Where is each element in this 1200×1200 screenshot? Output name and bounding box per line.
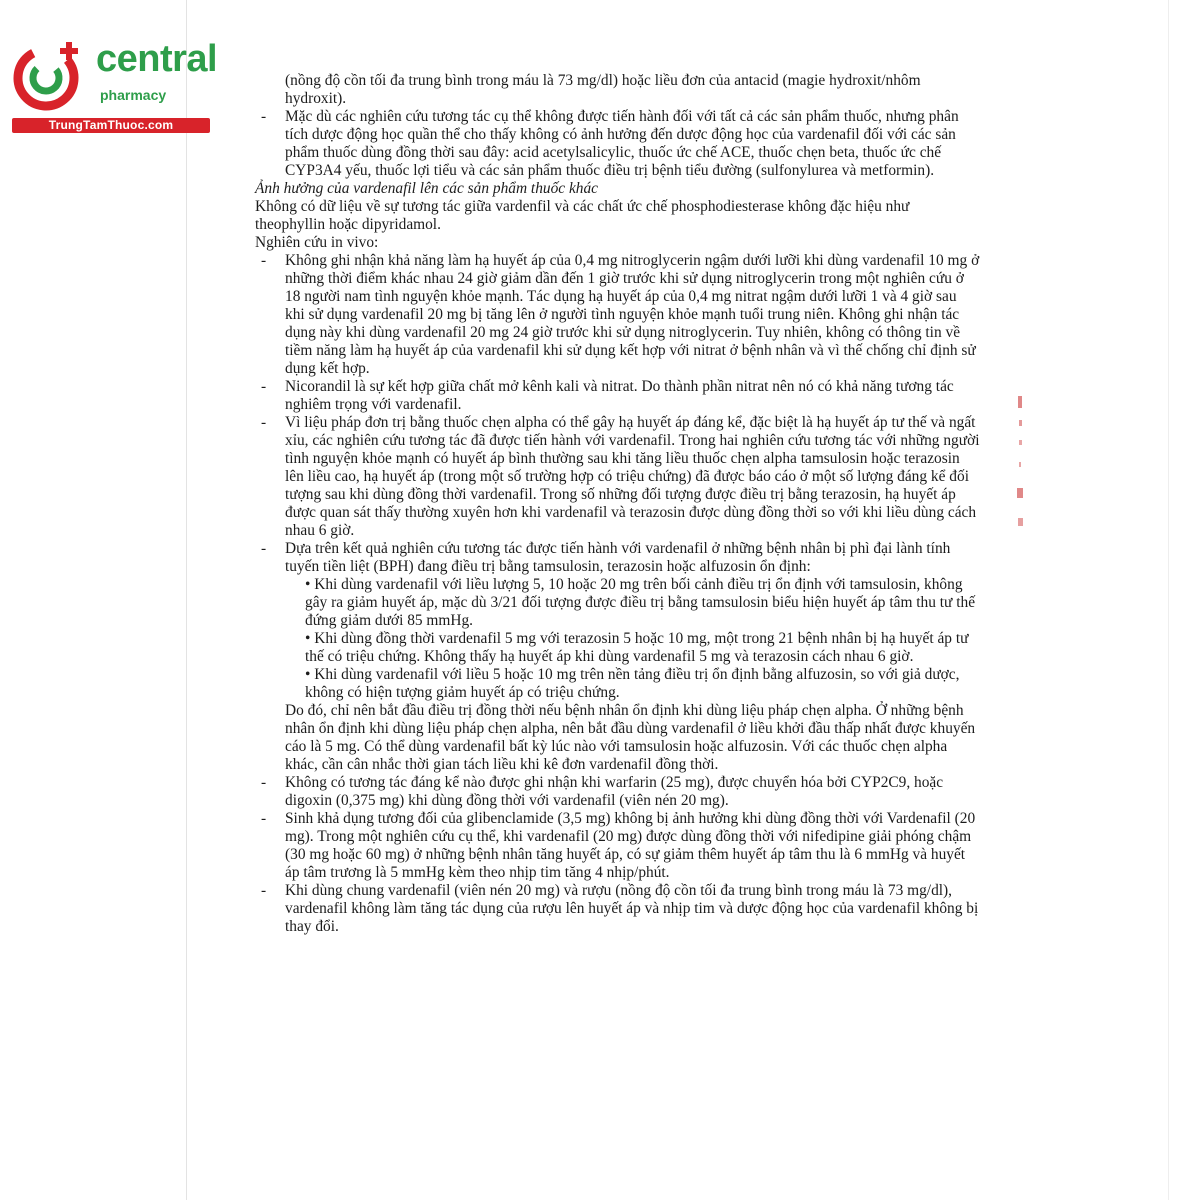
list-item	[255, 882, 980, 936]
pde-paragraph: Không có dữ liệu về sự tương tác giữa vardenfil và các chất ức chế phosphodiesterase không đặc hiệu như theophyllin hoặc dipyridamol.	[255, 198, 910, 233]
scan-page-edge	[186, 0, 187, 1200]
list-item	[255, 774, 980, 810]
section-subheading: Ảnh hưởng của vardenafil lên các sản phẩm thuốc khác	[255, 180, 599, 197]
bph-bullet: • Khi dùng vardenafil với liều lượng 5, 10 hoặc 20 mg trên bối cảnh điều trị ổn định với tamsulosin, không gây ra giảm huyết áp, mặc dù 3/21 đối tượng được điều trị bằng tamsulosin biểu hiện huyết áp tâm thu tư thế đứng giảm dưới 85 mmHg.	[305, 576, 976, 629]
bph-conclusion: Do đó, chỉ nên bắt đầu điều trị đồng thời nếu bệnh nhân ổn định khi dùng liệu pháp chẹn alpha. Ở những bệnh nhân ổn định khi dùng liệu pháp chẹn alpha, nên bắt đầu dùng vardenafil ở liều khởi đầu thấp nhất được khuyến cáo là 5 mg. Có thể dùng vardenafil bất kỳ lúc nào với tamsulosin hoặc alfuzosin. Với các thuốc chẹn alpha khác, cần cân nhắc thời gian tách liều khi kê đơn vardenafil đồng thời.	[285, 702, 976, 773]
dash-marker: -	[261, 414, 267, 431]
bph-bullet: • Khi dùng vardenafil với liều 5 hoặc 10 mg trên nền tảng điều trị ổn định bằng alfuzosin, so với giả dược, không có hiện tượng giảm huyết áp có triệu chứng.	[305, 666, 960, 701]
brand-site-banner: TrungTamThuoc.com	[12, 118, 210, 133]
brand-name: central	[96, 38, 218, 80]
list-item	[255, 378, 980, 414]
in-vivo-label: Nghiên cứu in vivo:	[255, 234, 379, 251]
item-text: Mặc dù các nghiên cứu tương tác cụ thể không được tiến hành đối với tất cả các sản phẩm thuốc, nhưng phân tích dược động học quần thể cho thấy không có ảnh hưởng đến dược động học của vardenafil đối với các sản phẩm thuốc dùng đồng thời sau đây: acid acetylsalicylic, thuốc ức chế ACE, thuốc chẹn beta, thuốc ức chế CYP3A4 yếu, thuốc lợi tiểu và các sản phẩm thuốc điều trị bệnh tiểu đường (sulfonylurea và metformin).	[285, 108, 959, 179]
item-text: Sinh khả dụng tương đối của glibenclamide (3,5 mg) không bị ảnh hưởng khi dùng đồng thời với Vardenafil (20 mg). Trong một nghiên cứu cụ thể, khi vardenafil (20 mg) được dùng đồng thời với nifedipine giải phóng chậm (30 mg hoặc 60 mg) ở những bệnh nhân tăng huyết áp, có sự giảm thêm huyết áp tâm thu là 6 mmHg và huyết áp tâm trương là 5 mmHg kèm theo nhịp tim tăng 4 nhịp/phút.	[285, 810, 976, 881]
dash-marker: -	[261, 810, 267, 827]
dash-marker: -	[261, 540, 267, 557]
item-text: Không ghi nhận khả năng làm hạ huyết áp của 0,4 mg nitroglycerin ngậm dưới lưỡi khi dùng vardenafil 10 mg ở những thời điểm khác nhau 24 giờ giảm dần đến 1 giờ trước khi sử dụng nitroglycerin trong một nghiên cứu ở 18 người nam tình nguyện khỏe mạnh. Tác dụng hạ huyết áp của 0,4 mg nitrat ngậm dưới lưỡi 1 và 4 giờ sau khi sử dụng vardenafil 20 mg bị tăng lên ở người tình nguyện khỏe mạnh tuổi trung niên. Không ghi nhận tác dụng này khi dùng vardenafil 20 mg 24 giờ trước khi sử dụng nitroglycerin. Tuy nhiên, không có thông tin về tiềm năng làm hạ huyết áp của vardenafil khi sử dụng kết hợp với nitrat ở bệnh nhân và vì thế chống chỉ định sử dụng kết hợp.	[285, 252, 980, 377]
dash-marker: -	[261, 108, 267, 125]
list-item	[255, 810, 980, 882]
dash-marker: -	[261, 378, 267, 395]
list-item	[255, 108, 980, 180]
dash-marker: -	[261, 882, 267, 899]
scan-right-edge	[1168, 0, 1169, 1200]
list-item	[255, 414, 980, 540]
list-item-bph	[255, 540, 980, 774]
item-text: Vì liệu pháp đơn trị bằng thuốc chẹn alpha có thể gây hạ huyết áp đáng kể, đặc biệt là hạ huyết áp tư thế và ngất xỉu, các nghiên cứu tương tác đã được tiến hành với vardenafil. Trong hai nghiên cứu tương tác với những người tình nguyện khỏe mạnh có huyết áp bình thường sau khi tăng liều thuốc chẹn alpha tamsulosin hoặc terazosin lên liều cao, hạ huyết áp (trong một số trường hợp có triệu chứng) đã được báo cáo ở một số lượng đáng kể đối tượng sau khi dùng đồng thời vardenafil. Trong số những đối tượng được điều trị bằng terazosin, hạ huyết áp được quan sát thấy thường xuyên hơn khi vardenafil và terazosin được dùng đồng thời so với khi liều dùng cách nhau 6 giờ.	[285, 414, 980, 539]
central-pharmacy-logo	[10, 38, 218, 138]
bph-intro: Dựa trên kết quả nghiên cứu tương tác được tiến hành với vardenafil ở những bệnh nhân bị phì đại lành tính tuyến tiền liệt (BPH) đang điều trị bằng tamsulosin, terazosin hoặc alfuzosin ổn định:	[285, 540, 951, 575]
continuation-paragraph: (nồng độ cồn tối đa trung bình trong máu là 73 mg/dl) hoặc liều đơn của antacid (magie hydroxit/nhôm hydroxit).	[285, 72, 921, 107]
brand-sub: pharmacy	[100, 87, 167, 103]
pharmacy-logo-icon	[10, 38, 90, 118]
dash-marker: -	[261, 252, 267, 269]
item-text: Khi dùng chung vardenafil (viên nén 20 mg) và rượu (nồng độ cồn tối đa trung bình trong máu là 73 mg/dl), vardenafil không làm tăng tác dụng của rượu lên huyết áp và nhịp tim và dược động học của vardenafil không bị thay đổi.	[285, 882, 979, 935]
dash-marker: -	[261, 774, 267, 791]
margin-red-marks	[1015, 392, 1027, 542]
bph-bullet: • Khi dùng đồng thời vardenafil 5 mg với terazosin 5 hoặc 10 mg, một trong 21 bệnh nhân bị hạ huyết áp tư thế có triệu chứng. Không thấy hạ huyết áp khi dùng vardenafil 5 mg và terazosin cách nhau 6 giờ.	[305, 630, 969, 665]
item-text: Không có tương tác đáng kể nào được ghi nhận khi warfarin (25 mg), được chuyển hóa bởi CYP2C9, hoặc digoxin (0,375 mg) khi dùng đồng thời với vardenafil (viên nén 20 mg).	[285, 774, 944, 809]
leaflet-text	[255, 72, 980, 936]
item-text: Nicorandil là sự kết hợp giữa chất mở kênh kali và nitrat. Do thành phần nitrat nên nó có khả năng tương tác nghiêm trọng với vardenafil.	[285, 378, 954, 413]
list-item	[255, 252, 980, 378]
